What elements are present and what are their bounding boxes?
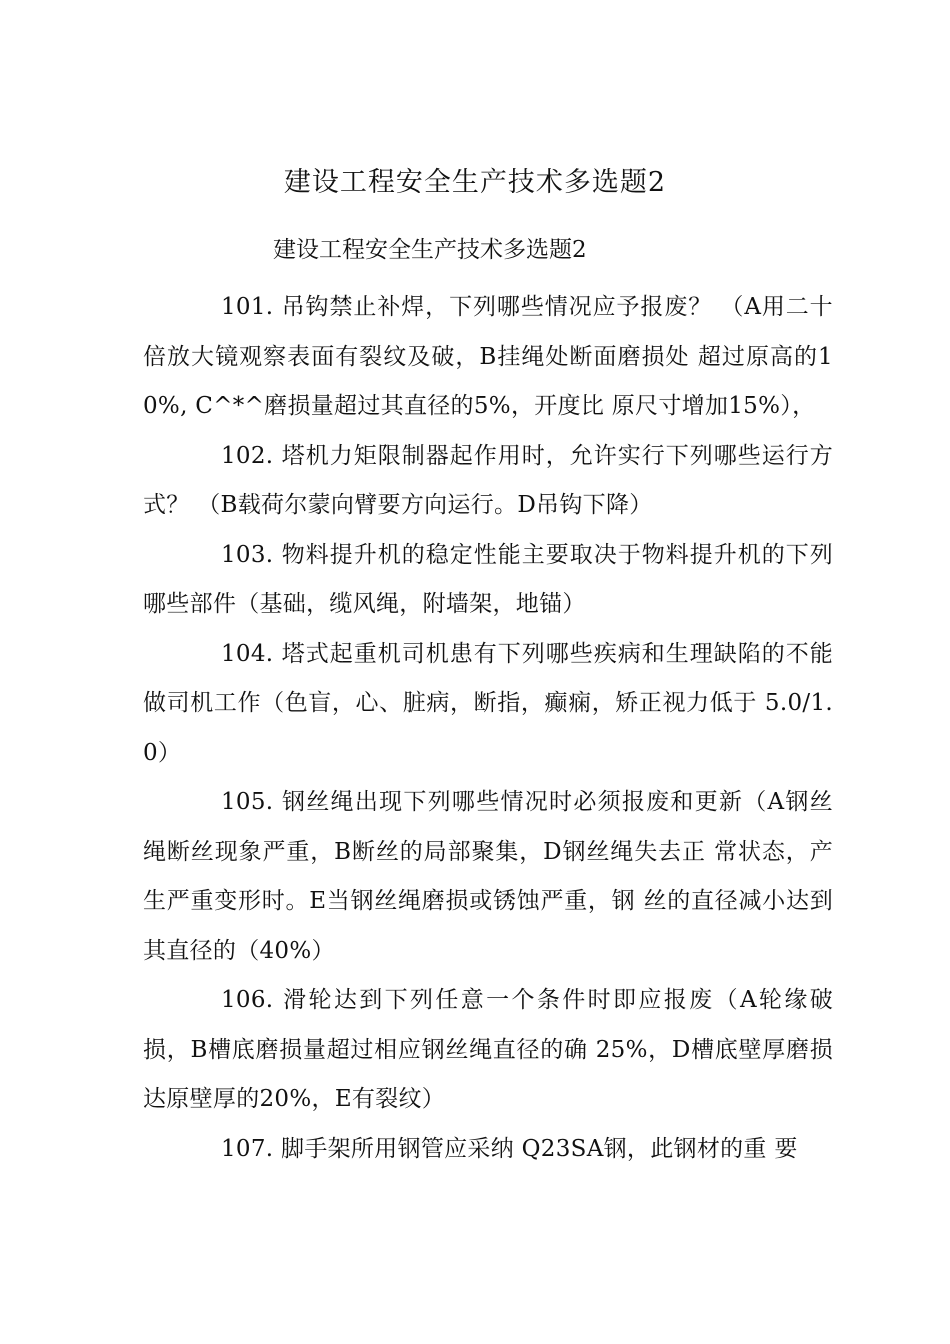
question-106: 106. 滑轮达到下列任意一个条件时即应报废（A轮缘破损，B槽底磨损量超过相应钢丝绳直径的确 25%，D槽底壁厚磨损达原壁厚的20%，E有裂纹） [143,987,833,1112]
question-103: 103. 物料提升机的稳定性能主要取决于物料提升机的下列哪些部件（基础，缆风绳，附墙架，地锚） [143,541,833,617]
document-body [143,283,833,1174]
question-105: 105. 钢丝绳出现下列哪些情况时必须报废和更新（A钢丝绳断丝现象严重，B断丝的局部聚集，D钢丝绳失去正 常状态，产生严重变形时。E当钢丝绳磨损或锈蚀严重，钢 丝的直径减小达到其直径的（40%） [143,789,833,964]
question-104: 104. 塔式起重机司机患有下列哪些疾病和生理缺陷的不能做司机工作（色盲，心、脏病，断指，癫痫，矫正视力低于 5.0/1.0） [143,640,833,766]
document-subtitle: 建设工程安全生产技术多选题2 [273,237,587,263]
question-107: 107. 脚手架所用钢管应采纳 Q23SA钢，此钢材的重 要 [221,1135,798,1162]
document-title: 建设工程安全生产技术多选题2 [283,167,667,198]
question-102: 102. 塔机力矩限制器起作用时，允许实行下列哪些运行方式？ （B载荷尔蒙向臂要方向运行。D吊钩下降） [143,442,833,518]
question-101: 101. 吊钩禁止补焊，下列哪些情况应予报废？ （A用二十倍放大镜观察表面有裂纹及破，B挂绳处断面磨损处 超过原高的10%, C^*^磨损量超过其直径的5%，开度比 原尺寸增加15%）， [143,294,833,419]
